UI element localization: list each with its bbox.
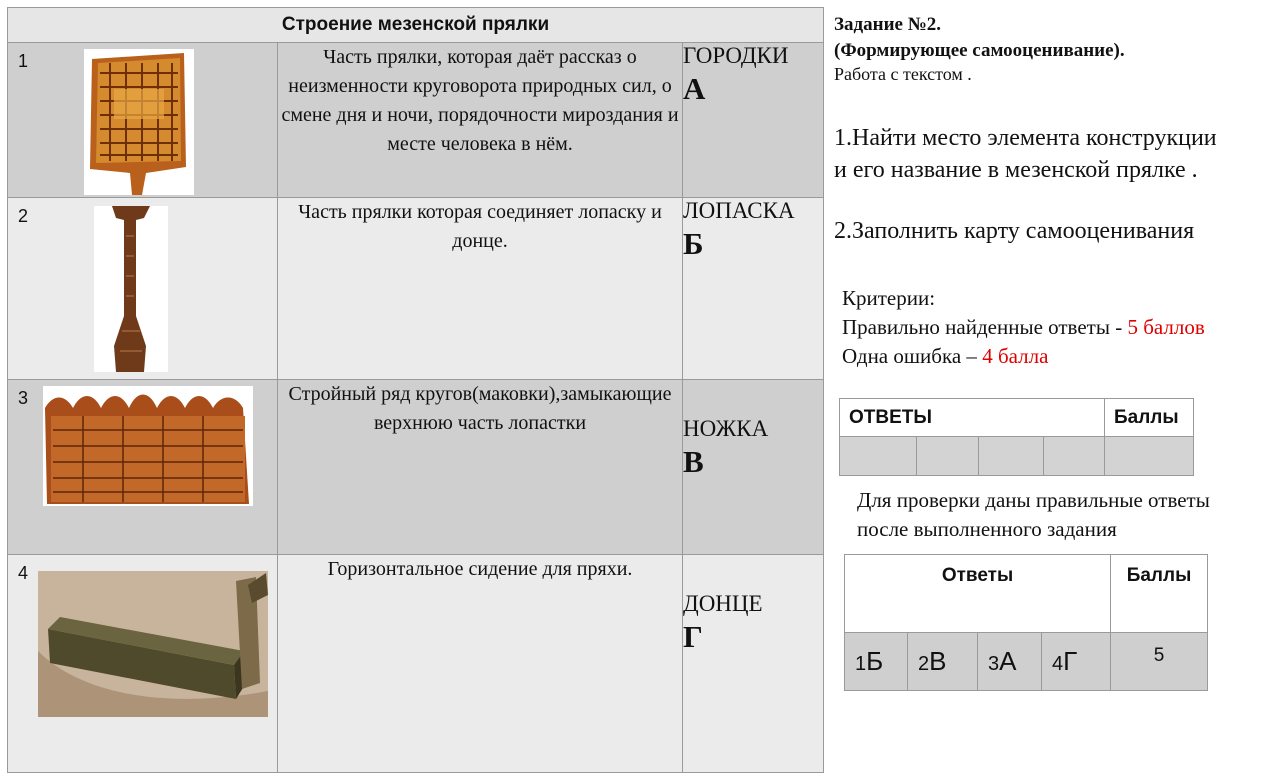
answer-letter: В [929, 646, 947, 676]
part-description: Часть прялки которая соединяет лопаску и донце. [278, 198, 683, 380]
answer-cell[interactable] [1044, 437, 1105, 476]
answer-letter: Б [866, 646, 884, 676]
part-name: ГОРОДКИ [683, 43, 789, 68]
criteria-block [842, 284, 1205, 371]
answer-letter: А [999, 646, 1017, 676]
task-title [834, 12, 1125, 64]
part-letter: А [683, 71, 706, 106]
answer-cell[interactable] [917, 437, 979, 476]
part-description: Горизонтальное сидение для пряхи. [278, 555, 683, 773]
part-letter: Г [683, 619, 703, 654]
row-number: 3 [18, 388, 29, 408]
correct-answer [908, 633, 978, 691]
spinning-wheel-structure-table [7, 7, 824, 773]
carved-leg-image [94, 206, 168, 372]
criteria-line-1 [842, 313, 1205, 342]
table-title: Строение мезенской прялки [8, 8, 824, 43]
part-description: Стройный ряд кругов(маковки),замыкающие верхнюю часть лопастки [278, 380, 683, 555]
correct-answers-table [844, 554, 1208, 691]
row-number: 4 [18, 563, 29, 583]
answer-cell[interactable] [840, 437, 917, 476]
correct-answer [1042, 633, 1111, 691]
answer-number: 2 [918, 653, 930, 675]
row-number: 1 [18, 51, 29, 71]
criteria-text: Одна ошибка – [842, 344, 983, 368]
part-letter: В [683, 444, 704, 479]
task-title-line: (Формирующее самооценивание). [834, 40, 1125, 61]
answer-number: 4 [1052, 653, 1064, 675]
answer-number: 1 [855, 653, 867, 675]
task-subtitle: Работа с текстом . [834, 64, 972, 84]
self-card-score-header: Баллы [1105, 399, 1194, 437]
answer-letter: Г [1063, 646, 1078, 676]
check-note-line: после выполненного задания [857, 517, 1117, 541]
criteria-value: 5 баллов [1127, 315, 1205, 339]
correct-score: 5 [1111, 633, 1208, 691]
step-line: и его название в мезенской прялке . [834, 157, 1198, 183]
table-row [8, 198, 824, 380]
part-letter: Б [683, 226, 704, 261]
criteria-heading: Критерии: [842, 286, 936, 310]
criteria-value: 4 балла [982, 344, 1049, 368]
table-row [8, 380, 824, 555]
row-number: 2 [18, 206, 29, 226]
part-name: НОЖКА [683, 416, 769, 441]
correct-answer [845, 633, 908, 691]
self-assessment-card [839, 398, 1194, 476]
table-row [8, 555, 824, 773]
correct-answers-header: Ответы [845, 555, 1111, 633]
carved-gorodki-image [84, 49, 194, 195]
criteria-line-2 [842, 342, 1205, 371]
part-name: ЛОПАСКА [683, 198, 795, 223]
score-cell[interactable] [1105, 437, 1194, 476]
check-note-line: Для проверки даны правильные ответы [857, 488, 1210, 512]
step-line: 1.Найти место элемента конструкции [834, 125, 1217, 151]
carved-blade-image [43, 386, 253, 506]
task-step-1 [834, 122, 1217, 186]
part-name: ДОНЦЕ [683, 591, 763, 616]
answer-number: 3 [988, 653, 1000, 675]
criteria-text: Правильно найденные ответы - [842, 315, 1128, 339]
answer-cell[interactable] [979, 437, 1044, 476]
task-step-2: 2.Заполнить карту самооценивания [834, 218, 1195, 244]
part-description: Часть прялки, которая даёт рассказ о неизменности круговорота природных сил, о смене дня и ночи, порядочности мироздания и месте человека в нём. [278, 43, 683, 198]
task-title-line: Задание №2. [834, 14, 942, 35]
self-card-answers-header: ОТВЕТЫ [840, 399, 1105, 437]
table-row [8, 43, 824, 198]
correct-score-header: Баллы [1111, 555, 1208, 633]
wooden-seat-image [38, 571, 268, 717]
check-note [857, 486, 1210, 544]
correct-answer [978, 633, 1042, 691]
